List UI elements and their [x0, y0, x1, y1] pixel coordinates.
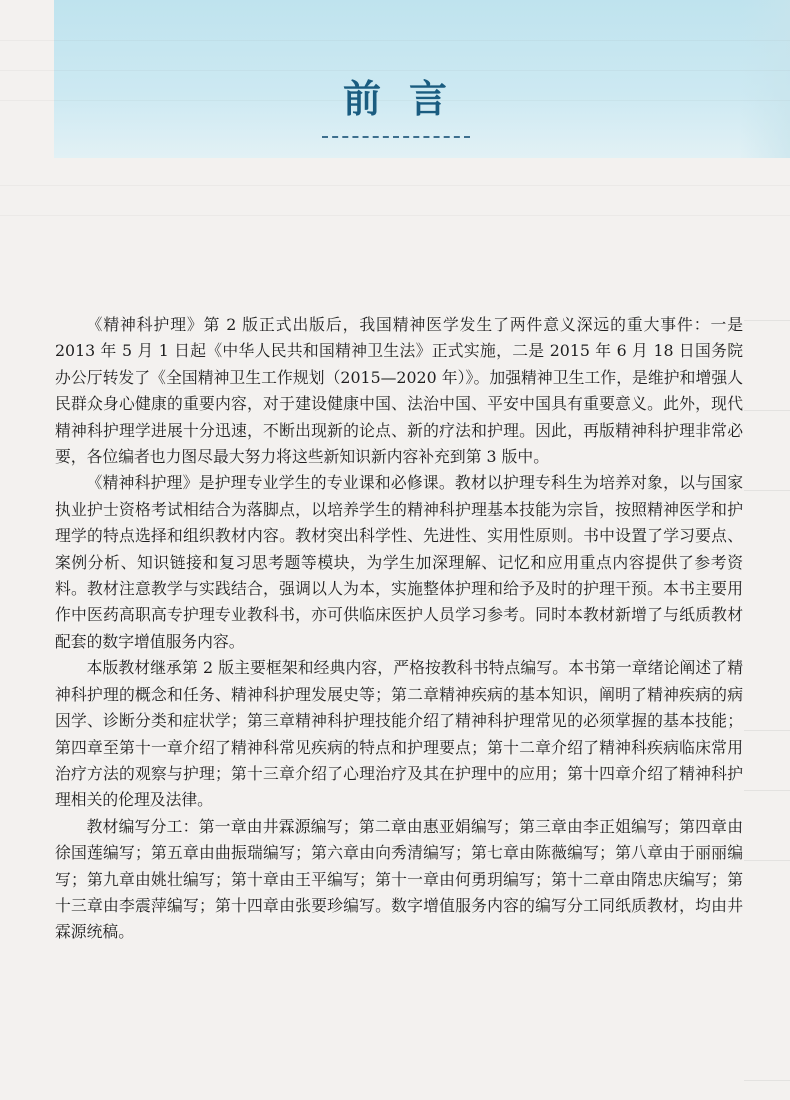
preface-body	[55, 312, 743, 946]
paragraph-2: 《精神科护理》是护理专业学生的专业课和必修课。教材以护理专科生为培养对象，以与国家执业护士资格考试相结合为落脚点，以培养学生的精神科护理基本技能为宗旨，按照精神医学和护理学的特点选择和组织教材内容。教材突出科学性、先进性、实用性原则。书中设置了学习要点、案例分析、知识链接和复习思考题等模块，为学生加深理解、记忆和应用重点内容提供了参考资料。教材注意教学与实践结合，强调以人为本，实施整体护理和给予及时的护理干预。本书主要用作中医药高职高专护理专业教科书，亦可供临床医护人员学习参考。同时本教材新增了与纸质教材配套的数字增值服务内容。	[55, 473, 743, 651]
paragraph-3: 本版教材继承第 2 版主要框架和经典内容，严格按教科书特点编写。本书第一章绪论阐述了精神科护理的概念和任务、精神科护理发展史等；第二章精神疾病的基本知识，阐明了精神疾病的病因学、诊断分类和症状学；第三章精神科护理技能介绍了精神科护理常见的必须掌握的基本技能；第四章至第十一章介绍了精神科常见疾病的特点和护理要点；第十二章介绍了精神科疾病临床常用治疗方法的观察与护理；第十三章介绍了心理治疗及其在护理中的应用；第十四章介绍了精神科护理相关的伦理及法律。	[55, 658, 743, 810]
paragraph-1: 《精神科护理》第 2 版正式出版后，我国精神医学发生了两件意义深远的重大事件：一是 2013 年 5 月 1 日起《中华人民共和国精神卫生法》正式实施，二是 2015 年 6 月 18 日国务院办公厅转发了《全国精神卫生工作规划（2015—2020 年）》。加强精神卫生工作，是维护和增强人民群众身心健康的重要内容，对于建设健康中国、法治中国、平安中国具有重要意义。此外，现代精神科护理学进展十分迅速，不断出现新的论点、新的疗法和护理。因此，再版精神科护理非常必要，各位编者也力图尽最大努力将这些新知识新内容补充到第 3 版中。	[55, 315, 743, 467]
paragraph-4: 教材编写分工：第一章由井霖源编写；第二章由惠亚娟编写；第三章由李正姐编写；第四章由徐国莲编写；第五章由曲振瑞编写；第六章由向秀清编写；第七章由陈薇编写；第八章由于丽丽编写；第九章由姚壮编写；第十章由王平编写；第十一章由何勇玥编写；第十二章由隋忠庆编写；第十三章由李震萍编写；第十四章由张要珍编写。数字增值服务内容的编写分工同纸质教材，均由井霖源统稿。	[55, 816, 743, 942]
page-title: 前言	[342, 77, 475, 121]
title-underline	[322, 136, 470, 138]
